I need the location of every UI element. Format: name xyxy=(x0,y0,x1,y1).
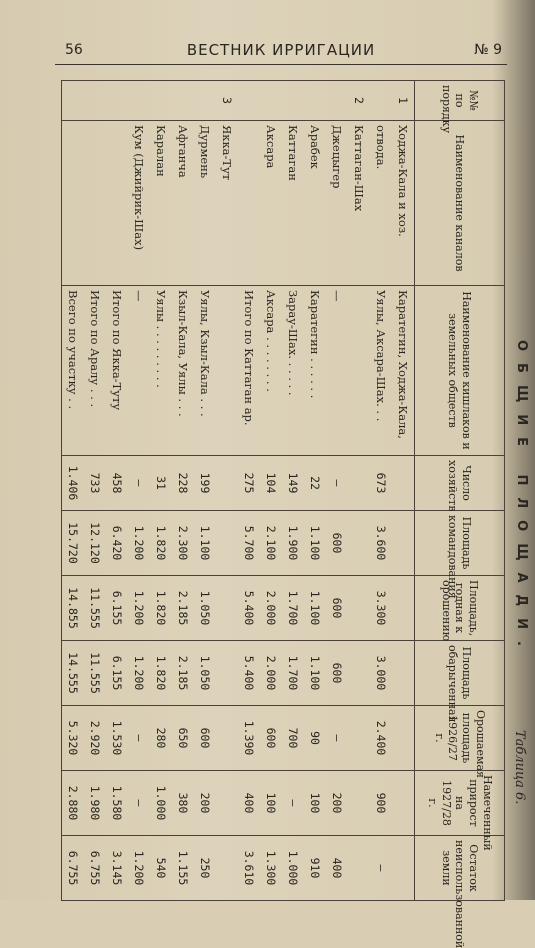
cell-value: 2.185 xyxy=(172,576,194,641)
cell-value: 6.155 xyxy=(106,641,128,706)
cell-value: 5.700 xyxy=(238,511,260,576)
cell-value xyxy=(392,771,415,836)
rotated-table-block xyxy=(65,80,529,948)
cell-value: 200 xyxy=(194,771,216,836)
cell-village: Итого по Якка-Туту xyxy=(106,286,128,456)
cell-no xyxy=(260,81,282,121)
cell-value xyxy=(392,576,415,641)
cell-value xyxy=(392,836,415,901)
cell-village: Зарау-Шах. . . . . . xyxy=(282,286,304,456)
cell-value: 1.580 xyxy=(106,771,128,836)
cell-value: 1.900 xyxy=(282,511,304,576)
cell-value: 2.000 xyxy=(260,576,282,641)
page-header xyxy=(55,40,507,65)
cell-canal: Кум (Джийрик-Шах) xyxy=(128,121,150,286)
cell-value xyxy=(216,706,238,771)
cell-value: 15.720 xyxy=(62,511,85,576)
cell-village: — xyxy=(128,286,150,456)
cell-value: 600 xyxy=(194,706,216,771)
cell-value: 3.600 xyxy=(370,511,392,576)
cell-value: 700 xyxy=(282,706,304,771)
cell-value: 673 xyxy=(370,456,392,511)
cell-canal: Аксара xyxy=(260,121,282,286)
cell-canal: Якка-Тут xyxy=(216,121,238,286)
cell-value: 1.000 xyxy=(150,771,172,836)
cell-value: 22 xyxy=(304,456,326,511)
cell-value: 1.530 xyxy=(106,706,128,771)
cell-value: 1.406 xyxy=(62,456,85,511)
table-row xyxy=(282,81,304,901)
cell-value: — xyxy=(326,456,348,511)
table-body xyxy=(62,81,415,901)
table-header-row xyxy=(415,81,505,901)
cell-village: Итого по Аралу . . . xyxy=(84,286,106,456)
cell-canal xyxy=(238,121,260,286)
cell-canal xyxy=(84,121,106,286)
areas-table xyxy=(61,80,505,948)
column-header: №№ по порядку xyxy=(415,81,505,121)
cell-value: 1.200 xyxy=(128,576,150,641)
cell-value: 2.920 xyxy=(84,706,106,771)
table-row xyxy=(194,81,216,901)
cell-value: 910 xyxy=(304,836,326,901)
cell-value: 149 xyxy=(282,456,304,511)
cell-value: 199 xyxy=(194,456,216,511)
cell-canal: Джецыгер xyxy=(326,121,348,286)
cell-village: Каратегин . . . . . . xyxy=(304,286,326,456)
cell-value: 1.050 xyxy=(194,576,216,641)
cell-value xyxy=(216,456,238,511)
column-header: Площадь обарыченная xyxy=(415,641,505,706)
cell-value: 458 xyxy=(106,456,128,511)
cell-canal: Афганча xyxy=(172,121,194,286)
cell-value: 1.820 xyxy=(150,511,172,576)
cell-value: 650 xyxy=(172,706,194,771)
cell-village xyxy=(348,286,370,456)
cell-value: — xyxy=(128,706,150,771)
cell-value xyxy=(348,456,370,511)
table-row xyxy=(326,81,348,901)
cell-value: 1.155 xyxy=(172,836,194,901)
page-number: 56 xyxy=(65,42,83,58)
cell-no xyxy=(62,81,85,121)
cell-canal xyxy=(62,121,85,286)
column-header: Площадь командования xyxy=(415,511,505,576)
cell-value xyxy=(348,641,370,706)
table-row xyxy=(348,81,370,901)
cell-no xyxy=(150,81,172,121)
cell-value: 1.700 xyxy=(282,576,304,641)
table-row xyxy=(84,81,106,901)
cell-value: 11.555 xyxy=(84,641,106,706)
cell-value: — xyxy=(128,456,150,511)
cell-no xyxy=(282,81,304,121)
cell-value: 2.100 xyxy=(260,511,282,576)
cell-village: Уялы . . . . . . . . . xyxy=(150,286,172,456)
cell-value: 2.300 xyxy=(172,511,194,576)
cell-value: 600 xyxy=(260,706,282,771)
column-header: Остаток неиспользованной земли xyxy=(415,836,505,901)
cell-value: 600 xyxy=(326,641,348,706)
cell-value: 1.200 xyxy=(128,836,150,901)
table-row xyxy=(128,81,150,901)
cell-value: — xyxy=(128,771,150,836)
cell-value: 14.555 xyxy=(62,641,85,706)
column-header: Орошаемая площадь 1926/27 г. xyxy=(415,706,505,771)
cell-value: 6.420 xyxy=(106,511,128,576)
cell-value: 3.610 xyxy=(238,836,260,901)
cell-value: 600 xyxy=(326,576,348,641)
cell-value: 1.820 xyxy=(150,641,172,706)
cell-value: 90 xyxy=(304,706,326,771)
cell-value: 1.100 xyxy=(304,641,326,706)
cell-canal: Ходжа-Кала и хоз. xyxy=(392,121,415,286)
cell-village: Аксара . . . . . . . . xyxy=(260,286,282,456)
cell-value xyxy=(216,836,238,901)
column-header: Площадь, годная к орошению xyxy=(415,576,505,641)
cell-value xyxy=(216,771,238,836)
cell-no xyxy=(128,81,150,121)
cell-value xyxy=(392,641,415,706)
column-header: Число хозяйств xyxy=(415,456,505,511)
cell-village: Всего по участку . . xyxy=(62,286,85,456)
cell-value: — xyxy=(282,771,304,836)
cell-value: 6.755 xyxy=(84,836,106,901)
journal-title: ВЕСТНИК ИРРИГАЦИИ xyxy=(186,41,376,59)
cell-value: 2.185 xyxy=(172,641,194,706)
cell-canal xyxy=(106,121,128,286)
cell-value: 275 xyxy=(238,456,260,511)
cell-no: 1 xyxy=(392,81,415,121)
cell-no xyxy=(84,81,106,121)
cell-no xyxy=(370,81,392,121)
cell-value: 1.980 xyxy=(84,771,106,836)
cell-value: 3.300 xyxy=(370,576,392,641)
cell-value: 400 xyxy=(326,836,348,901)
cell-no xyxy=(238,81,260,121)
table-row xyxy=(304,81,326,901)
cell-value: 250 xyxy=(194,836,216,901)
cell-value: 1.100 xyxy=(304,576,326,641)
section-label: ОБЩИЕ ПЛОЩАДИ. xyxy=(514,340,529,658)
cell-value: 900 xyxy=(370,771,392,836)
cell-no: 2 xyxy=(348,81,370,121)
cell-value: 3.145 xyxy=(106,836,128,901)
cell-value: 200 xyxy=(326,771,348,836)
cell-value: 280 xyxy=(150,706,172,771)
cell-value: 600 xyxy=(326,511,348,576)
cell-value xyxy=(216,511,238,576)
cell-value: 2.400 xyxy=(370,706,392,771)
cell-value: 1.390 xyxy=(238,706,260,771)
cell-village xyxy=(216,286,238,456)
cell-value: 6.155 xyxy=(106,576,128,641)
cell-value: 104 xyxy=(260,456,282,511)
cell-canal: Каттаган-Шах xyxy=(348,121,370,286)
cell-value: 5.400 xyxy=(238,576,260,641)
cell-value: 6.755 xyxy=(62,836,85,901)
cell-value: 5.400 xyxy=(238,641,260,706)
cell-value: 400 xyxy=(238,771,260,836)
table-row xyxy=(106,81,128,901)
cell-value xyxy=(348,706,370,771)
table-row xyxy=(238,81,260,901)
cell-value: 228 xyxy=(172,456,194,511)
cell-no: 3 xyxy=(216,81,238,121)
cell-village: Каратегин, Ходжа-Кала, xyxy=(392,286,415,456)
cell-value xyxy=(392,706,415,771)
table-row xyxy=(260,81,282,901)
cell-value: 14.855 xyxy=(62,576,85,641)
cell-no xyxy=(106,81,128,121)
cell-value xyxy=(348,771,370,836)
cell-value: 1.200 xyxy=(128,511,150,576)
issue-number: № 9 xyxy=(474,42,502,58)
cell-no xyxy=(194,81,216,121)
cell-village: Итого по Каттаган ар. xyxy=(238,286,260,456)
cell-value: 2.000 xyxy=(260,641,282,706)
table-row xyxy=(172,81,194,901)
table-row xyxy=(370,81,392,901)
cell-value xyxy=(348,576,370,641)
cell-value: — xyxy=(326,706,348,771)
table-row xyxy=(62,81,85,901)
cell-no xyxy=(326,81,348,121)
cell-value xyxy=(216,641,238,706)
cell-village: Кзыл-Кала, Уялы . . . xyxy=(172,286,194,456)
cell-value: 540 xyxy=(150,836,172,901)
cell-value: 380 xyxy=(172,771,194,836)
cell-village: — xyxy=(326,286,348,456)
cell-value: 100 xyxy=(304,771,326,836)
cell-canal: отвода. xyxy=(370,121,392,286)
cell-canal: Каттаган xyxy=(282,121,304,286)
cell-value: 31 xyxy=(150,456,172,511)
column-header: Наименование кишлаков и земельных обществ xyxy=(415,286,505,456)
cell-village: Уялы, Аксара-Шах. . . xyxy=(370,286,392,456)
table-row xyxy=(150,81,172,901)
cell-value: 1.050 xyxy=(194,641,216,706)
cell-value: 11.555 xyxy=(84,576,106,641)
cell-value: 3.000 xyxy=(370,641,392,706)
table-row xyxy=(392,81,415,901)
cell-village: Уялы, Кзыл-Кала . . . xyxy=(194,286,216,456)
cell-canal: Арабек xyxy=(304,121,326,286)
cell-value xyxy=(392,456,415,511)
cell-no xyxy=(172,81,194,121)
cell-value xyxy=(392,511,415,576)
table-row xyxy=(216,81,238,901)
cell-value xyxy=(348,836,370,901)
column-header: Наименование каналов xyxy=(415,121,505,286)
cell-value: 1.700 xyxy=(282,641,304,706)
cell-value: 1.820 xyxy=(150,576,172,641)
cell-no xyxy=(304,81,326,121)
cell-value xyxy=(216,576,238,641)
cell-canal: Дурмень xyxy=(194,121,216,286)
cell-value: 1.100 xyxy=(194,511,216,576)
cell-value: 733 xyxy=(84,456,106,511)
cell-value: 100 xyxy=(260,771,282,836)
cell-value: 1.100 xyxy=(304,511,326,576)
cell-value xyxy=(348,511,370,576)
cell-value: — xyxy=(370,836,392,901)
table-label: Таблица 6. xyxy=(512,730,527,805)
cell-value: 1.300 xyxy=(260,836,282,901)
column-header: Намеченный прирост на 1927/28 г. xyxy=(415,771,505,836)
cell-value: 12.120 xyxy=(84,511,106,576)
cell-value: 1.200 xyxy=(128,641,150,706)
cell-canal: Каралан xyxy=(150,121,172,286)
cell-value: 1.000 xyxy=(282,836,304,901)
cell-value: 2.880 xyxy=(62,771,85,836)
cell-value: 5.320 xyxy=(62,706,85,771)
